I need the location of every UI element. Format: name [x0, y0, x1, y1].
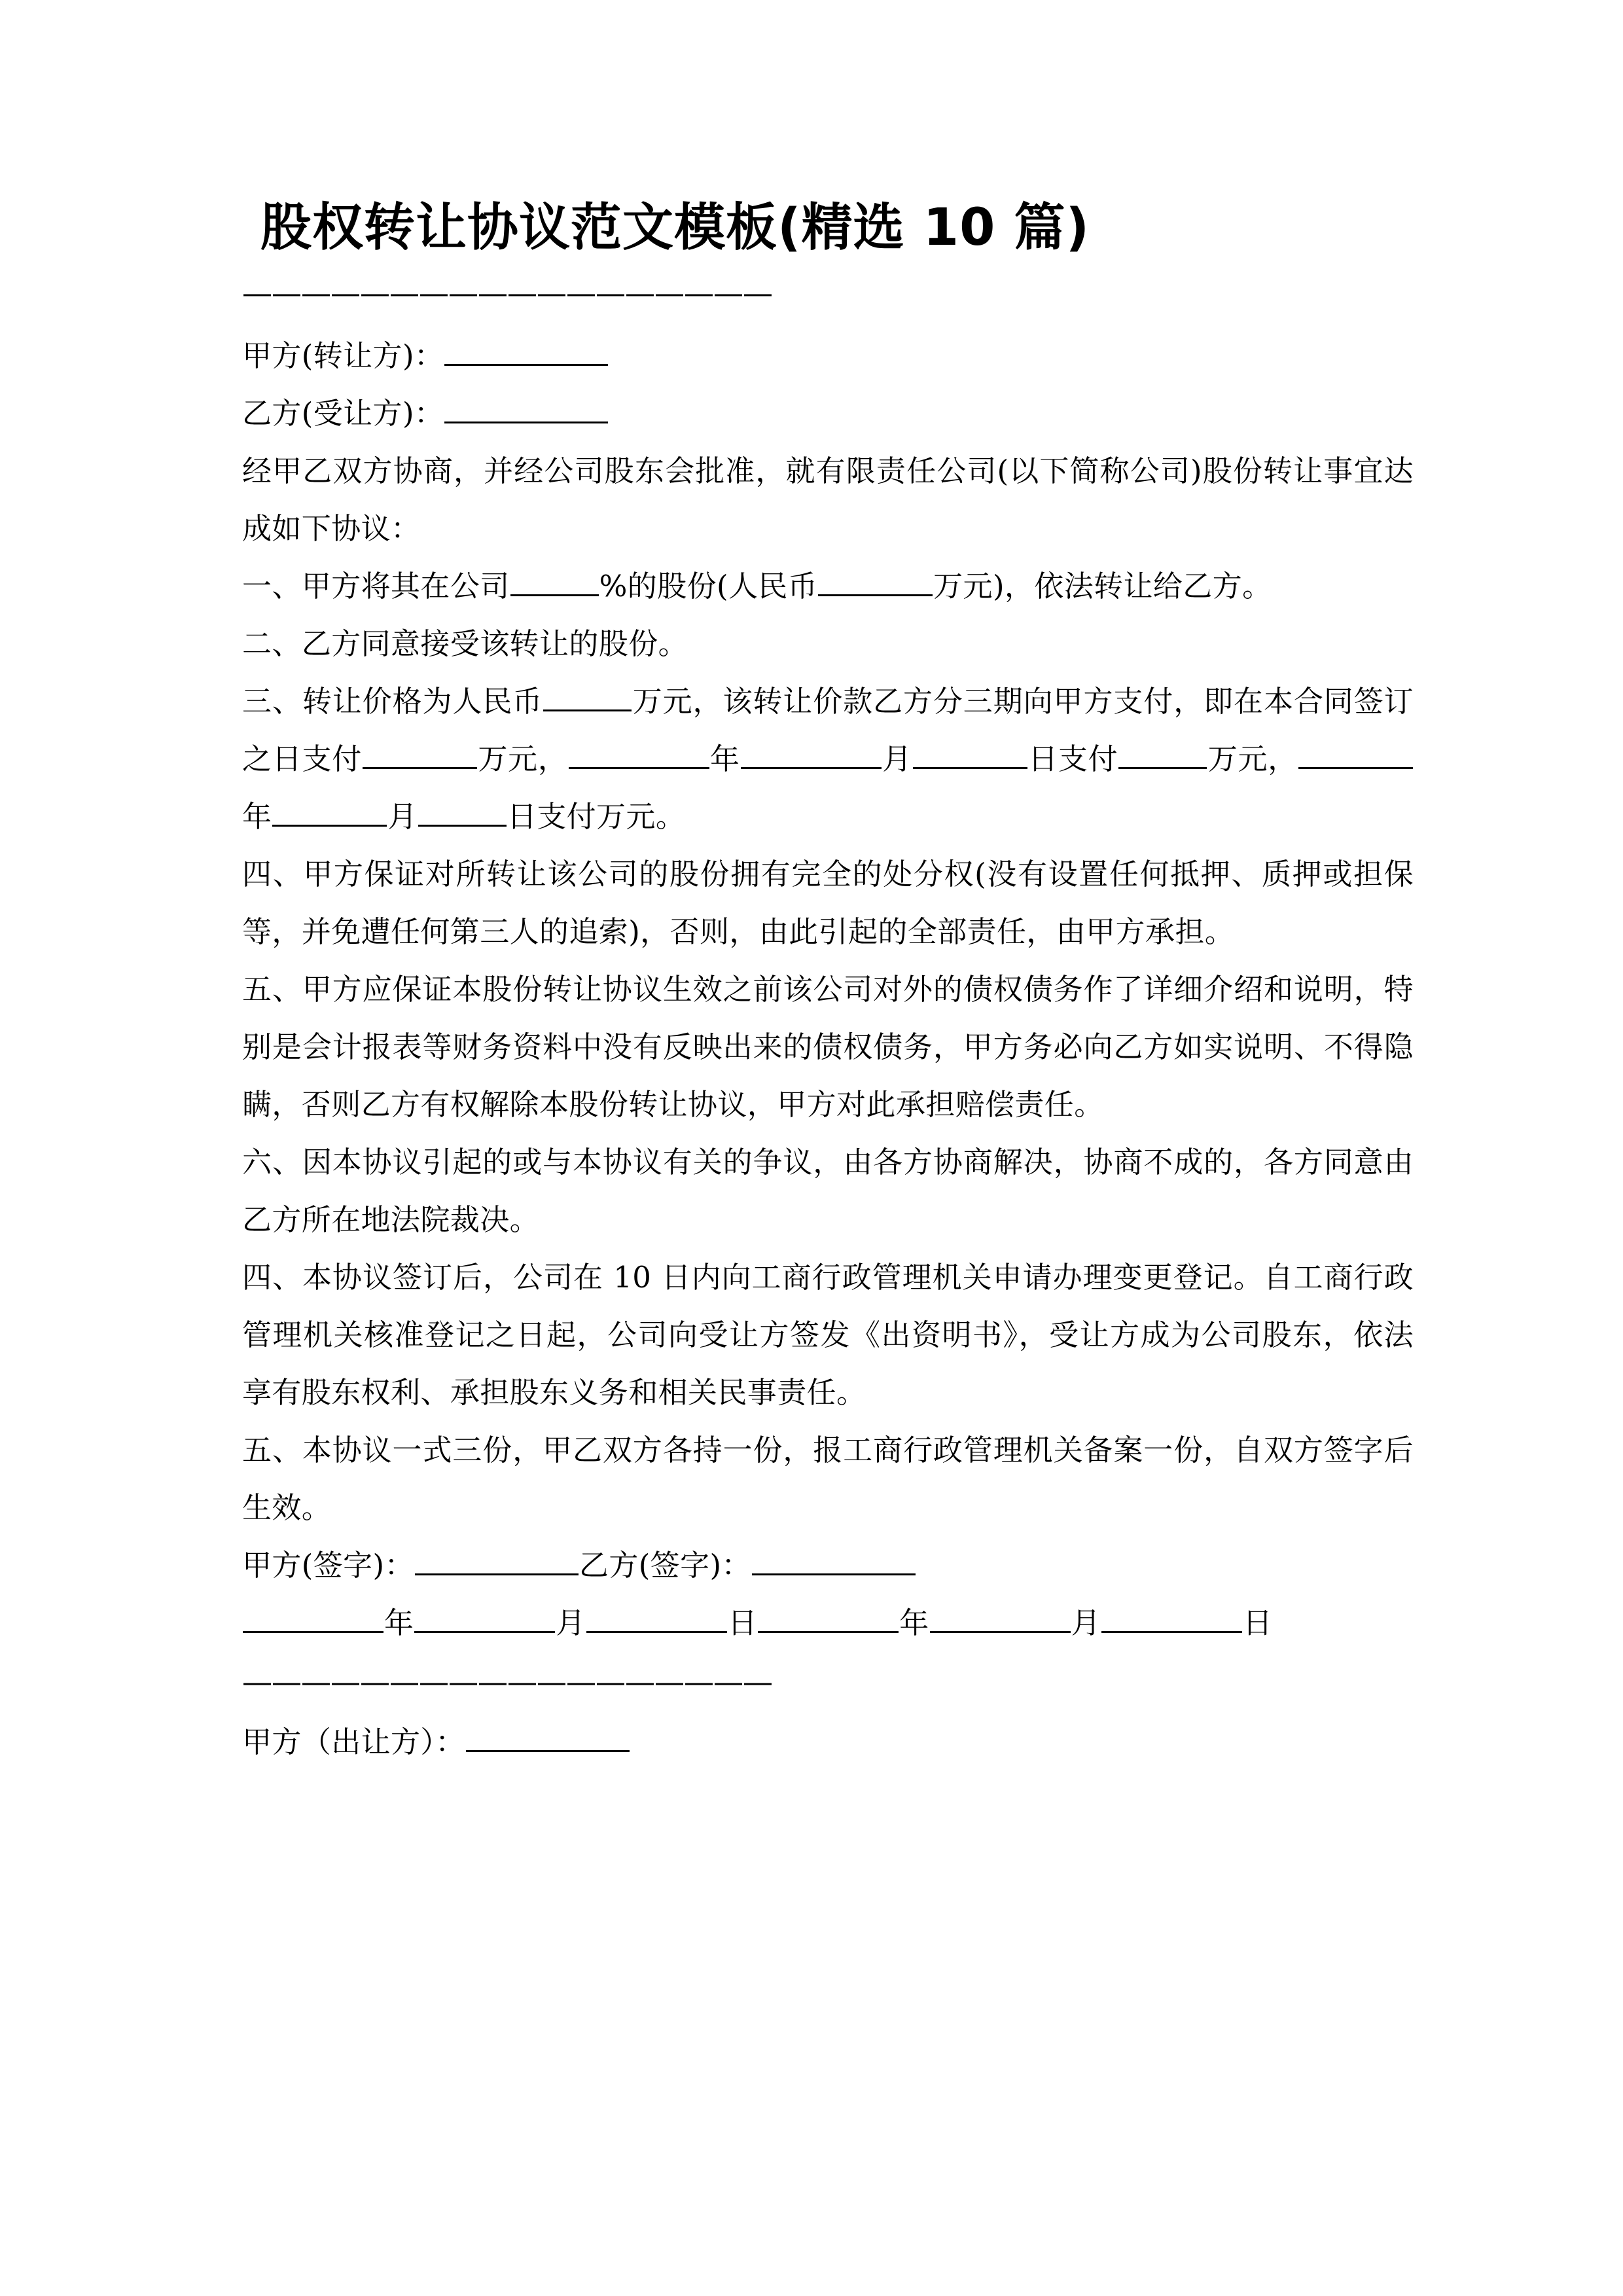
footer-party-a-input[interactable]	[466, 1724, 630, 1752]
clause-text: 年	[709, 741, 740, 776]
clause-paragraph	[242, 615, 1414, 673]
top-separator-rule: ——————————————————	[242, 274, 772, 310]
date-b-day-input[interactable]	[1101, 1605, 1242, 1633]
clause-text: %的股份(人民币	[599, 568, 818, 603]
date-a-day-label: 日	[727, 1605, 758, 1640]
date-b-year-input[interactable]	[758, 1605, 899, 1633]
clause-blank-input[interactable]	[418, 798, 507, 827]
clause-text: 月	[387, 798, 418, 834]
party-b-field	[242, 385, 1427, 442]
signature-party-b-input[interactable]	[752, 1547, 916, 1575]
date-a-month-input[interactable]	[414, 1605, 555, 1633]
signature-party-a-input[interactable]	[415, 1547, 579, 1575]
clause-number: 一、	[242, 568, 302, 603]
clause-blank-input[interactable]	[913, 741, 1027, 769]
clause-text: 万元，	[1207, 741, 1298, 776]
date-row	[242, 1594, 1427, 1652]
clause-number: 四、	[242, 1259, 302, 1295]
clause-text: 转让价格为人民币	[302, 683, 543, 719]
clause-paragraph	[242, 846, 1414, 961]
clause-number: 六、	[242, 1144, 302, 1179]
clause-text: 本协议签订后，公司在 10 日内向工商行政管理机关申请办理变更登记。自工商行政管理机关核准登记之日起，公司向受让方签发《出资明书》，受让方成为公司股东，依法享有股东权利、承担股东义务和相关民事责任。	[242, 1259, 1414, 1410]
clause-text: 年	[242, 798, 272, 834]
date-a-year-label: 年	[384, 1605, 414, 1640]
clause-text: 因本协议引起的或与本协议有关的争议，由各方协商解决，协商不成的，各方同意由乙方所在地法院裁决。	[242, 1144, 1414, 1237]
signature-party-a-label: 甲方(签字)：	[242, 1547, 414, 1583]
clause-number: 五、	[242, 1432, 302, 1467]
footer-party-a-label: 甲方（出让方）：	[242, 1724, 465, 1759]
clause-blank-input[interactable]	[510, 568, 599, 596]
clause-number: 四、	[242, 856, 304, 891]
clause-text: 月	[882, 741, 912, 776]
party-a-field	[242, 327, 1427, 385]
date-b-month-input[interactable]	[930, 1605, 1071, 1633]
clause-list	[242, 558, 1427, 1537]
clause-text: 甲方应保证本股份转让协议生效之前该公司对外的债权债务作了详细介绍和说明，特别是会计报表等财务资料中没有反映出来的债权债务，甲方务必向乙方如实说明、不得隐瞒，否则乙方有权解除本股份转让协议，甲方对此承担赔偿责任。	[242, 971, 1414, 1122]
clause-number: 二、	[242, 626, 302, 661]
clause-blank-input[interactable]	[1298, 741, 1413, 769]
clause-paragraph	[242, 961, 1414, 1134]
clause-number: 三、	[242, 683, 302, 719]
clause-paragraph	[242, 558, 1414, 615]
signature-party-b-label: 乙方(签字)：	[579, 1547, 751, 1583]
clause-text: 万元)，依法转让给乙方。	[933, 568, 1272, 603]
clause-blank-input[interactable]	[1118, 741, 1207, 769]
clause-paragraph	[242, 673, 1414, 846]
clause-text: 万元，	[478, 741, 568, 776]
date-b-month-label: 月	[1071, 1605, 1101, 1640]
clause-blank-input[interactable]	[272, 798, 387, 827]
date-b-year-label: 年	[899, 1605, 929, 1640]
page-title: 股权转让协议范文模板(精选 10 篇)	[260, 198, 1090, 257]
clause-paragraph	[242, 1134, 1414, 1249]
date-a-day-input[interactable]	[586, 1605, 727, 1633]
clause-blank-input[interactable]	[569, 741, 709, 769]
clause-text: 乙方同意接受该转让的股份。	[301, 626, 688, 661]
clause-paragraph	[242, 1422, 1414, 1537]
clause-text: 万元，该转让价款乙方分三期向甲方支付，即在本合同签订之日支付	[242, 683, 1414, 776]
clause-blank-input[interactable]	[363, 741, 477, 769]
clause-text: 日支付	[1027, 741, 1118, 776]
bottom-separator-rule: ——————————————————	[242, 1663, 772, 1699]
party-b-label: 乙方(受让方)：	[242, 395, 444, 431]
clause-text: 甲方保证对所转让该公司的股份拥有完全的处分权(没有设置任何抵押、质押或担保等，并免遭任何第三人的追索)，否则，由此引起的全部责任，由甲方承担。	[242, 856, 1414, 949]
date-b-day-label: 日	[1243, 1605, 1273, 1640]
clause-blank-input[interactable]	[741, 741, 882, 769]
clause-text: 日支付万元。	[507, 798, 686, 834]
preamble-paragraph: 经甲乙双方协商，并经公司股东会批准，就有限责任公司(以下简称公司)股份转让事宜达成如下协议：	[242, 453, 1414, 546]
party-a-label: 甲方(转让方)：	[242, 338, 444, 373]
clause-number: 五、	[242, 971, 302, 1007]
date-a-year-input[interactable]	[243, 1605, 383, 1633]
clause-blank-input[interactable]	[818, 568, 933, 596]
clause-text: 甲方将其在公司	[301, 568, 510, 603]
party-b-input[interactable]	[444, 395, 608, 423]
signature-row	[242, 1537, 1427, 1594]
footer-party-a-field	[242, 1713, 1427, 1771]
clause-paragraph	[242, 1249, 1414, 1422]
date-a-month-label: 月	[556, 1605, 586, 1640]
clause-blank-input[interactable]	[543, 683, 632, 711]
party-a-input[interactable]	[444, 338, 608, 366]
clause-text: 本协议一式三份，甲乙双方各持一份，报工商行政管理机关备案一份，自双方签字后生效。	[242, 1432, 1414, 1525]
